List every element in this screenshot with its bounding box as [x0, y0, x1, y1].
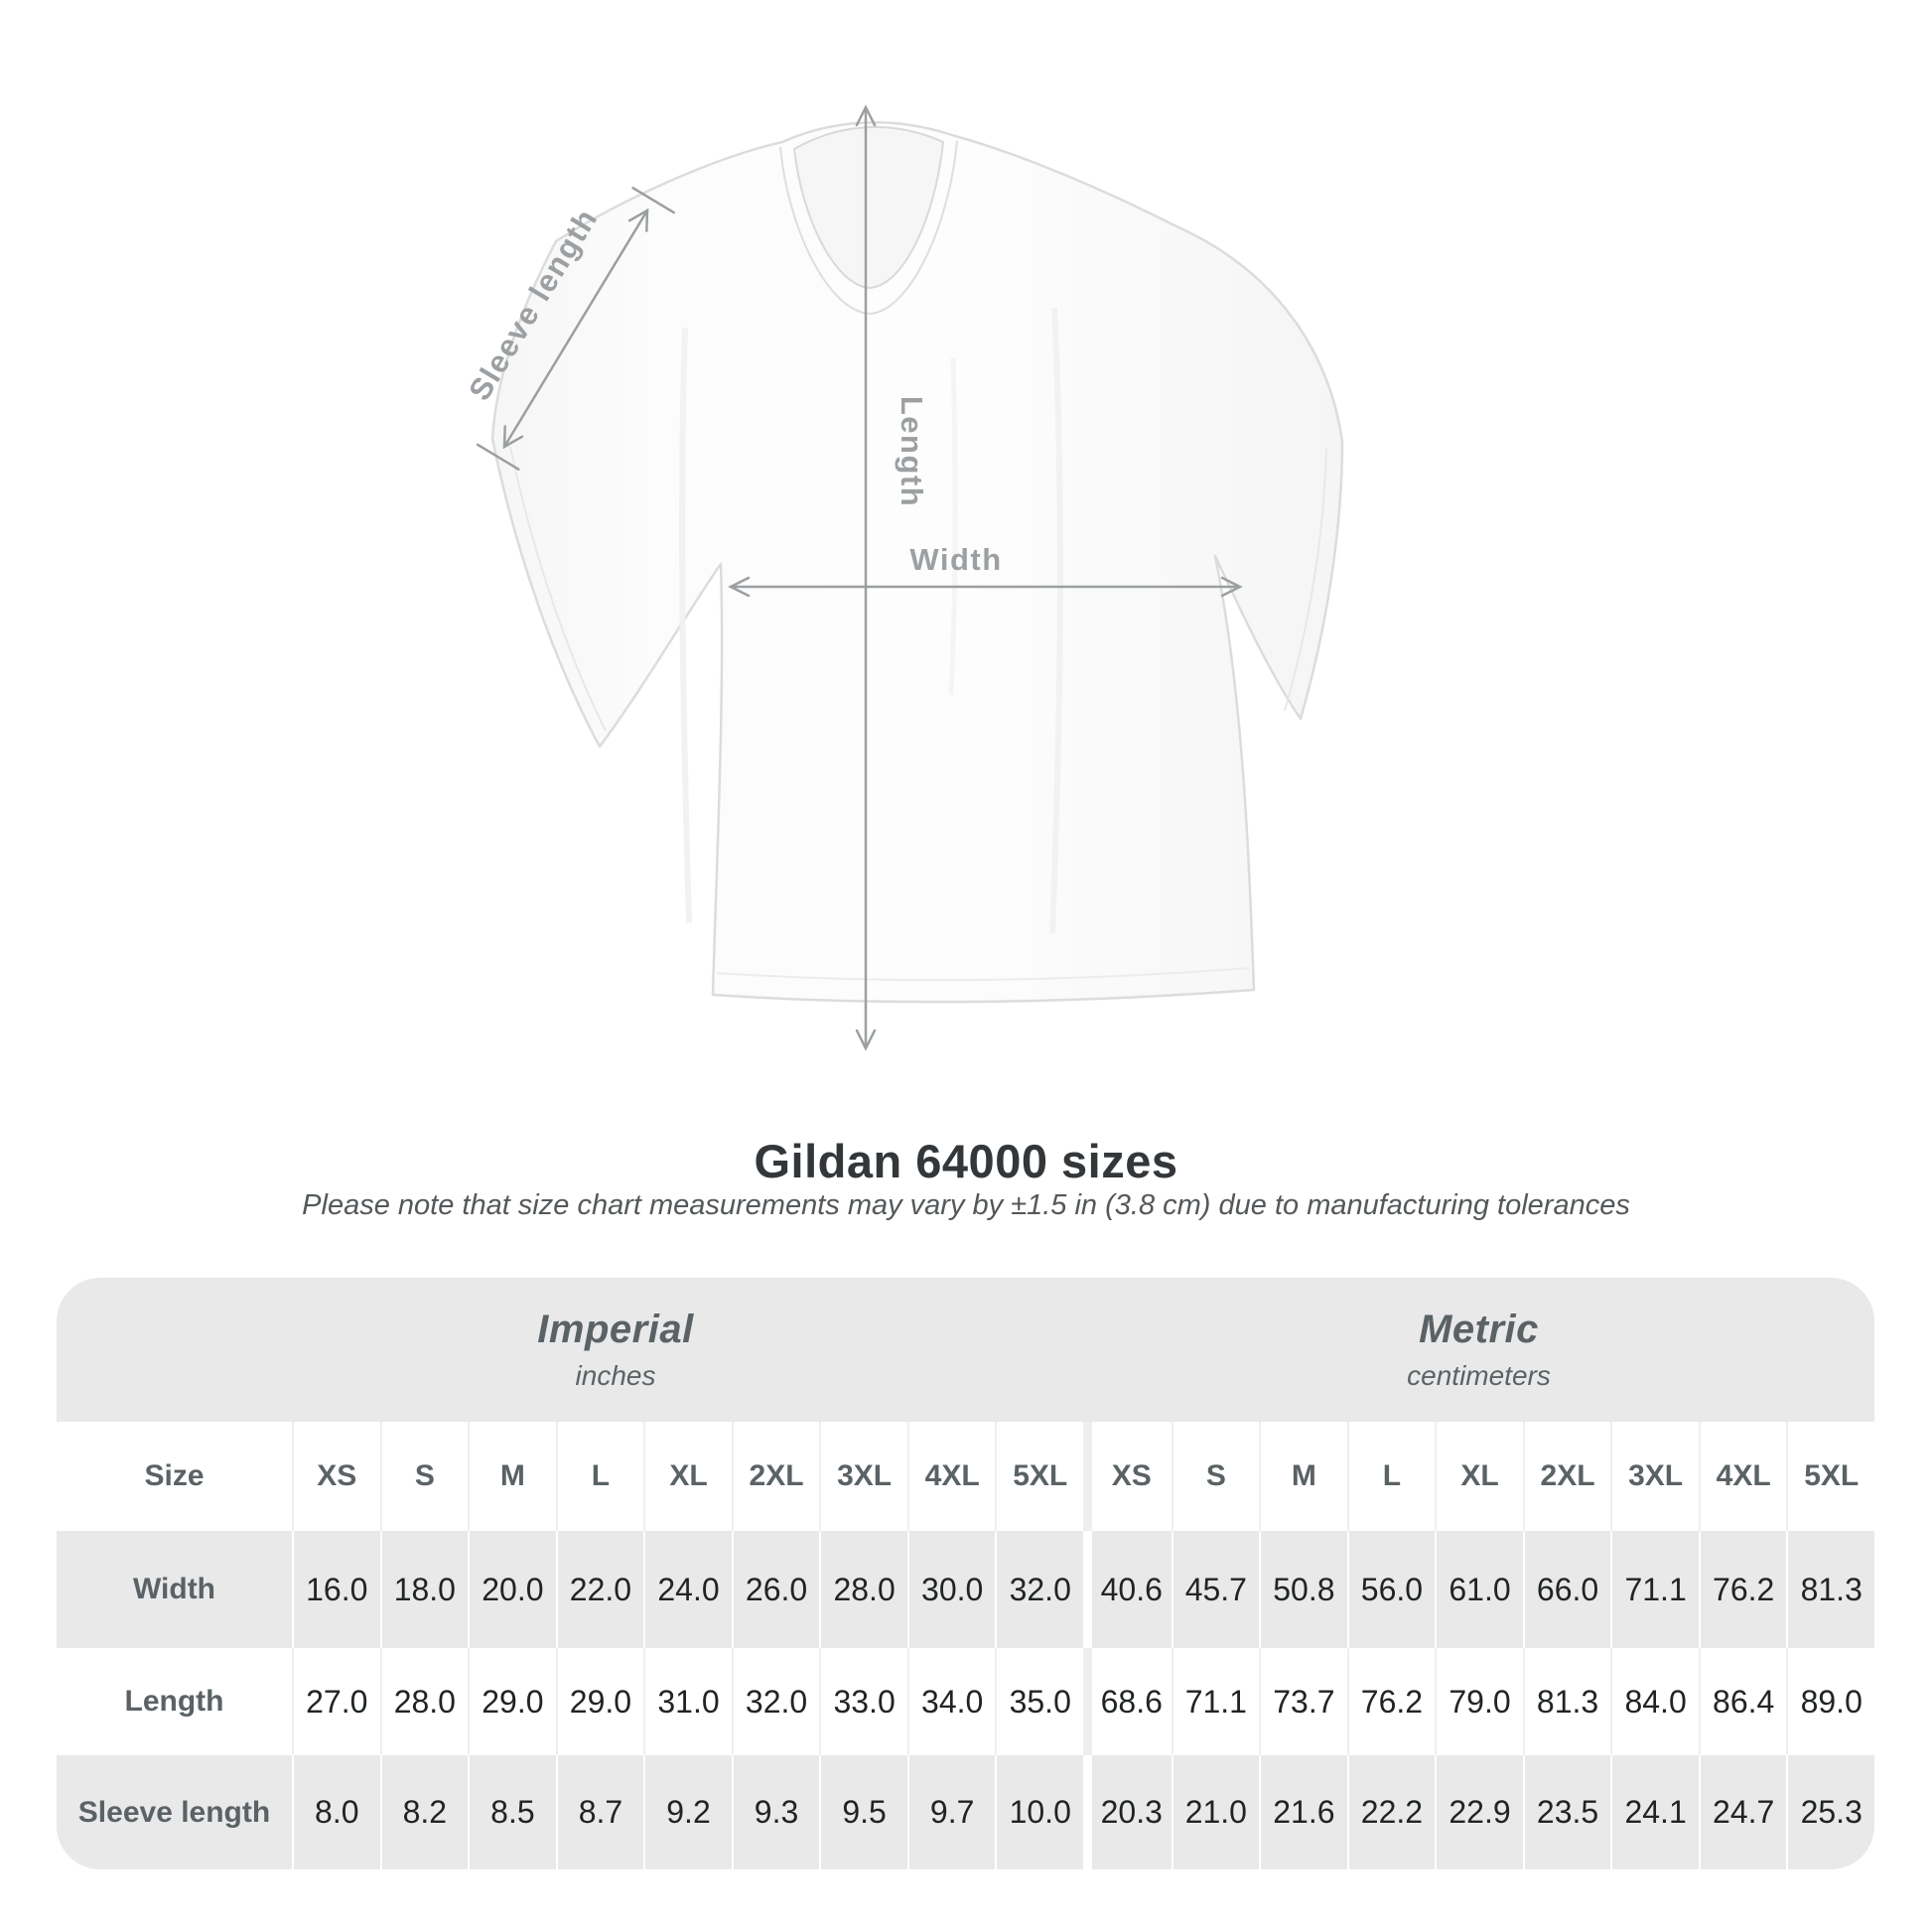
value-cell: 28.0 [380, 1648, 469, 1755]
size-col-header: 4XL [907, 1422, 996, 1531]
value-cell: 22.9 [1435, 1755, 1523, 1869]
row-label: Sleeve length [57, 1755, 292, 1869]
value-cell: 23.5 [1523, 1755, 1611, 1869]
size-col-header: M [1259, 1422, 1347, 1531]
size-col-header: 3XL [819, 1422, 907, 1531]
value-cell: 76.2 [1347, 1648, 1436, 1755]
value-cell: 9.7 [907, 1755, 996, 1869]
value-cell: 30.0 [907, 1531, 996, 1648]
value-cell: 29.0 [556, 1648, 644, 1755]
size-col-header: S [380, 1422, 469, 1531]
metric-units-label: centimeters [1407, 1360, 1551, 1391]
group-header-imperial [57, 1278, 1083, 1422]
page-title: Gildan 64000 sizes [754, 1135, 1178, 1187]
size-col-header: 5XL [995, 1422, 1083, 1531]
value-cell: 24.0 [643, 1531, 732, 1648]
value-cell: 9.2 [643, 1755, 732, 1869]
value-cell: 81.3 [1523, 1648, 1611, 1755]
value-cell: 33.0 [819, 1648, 907, 1755]
group-header-metric [1083, 1278, 1874, 1422]
value-cell: 81.3 [1786, 1531, 1874, 1648]
value-cell: 8.2 [380, 1755, 469, 1869]
value-cell: 20.0 [468, 1531, 556, 1648]
size-table [57, 1278, 1874, 1869]
size-col-header: 3XL [1610, 1422, 1699, 1531]
size-col-header: L [556, 1422, 644, 1531]
size-col-header: XL [1435, 1422, 1523, 1531]
value-cell: 10.0 [995, 1755, 1083, 1869]
size-header: Size [57, 1422, 292, 1531]
value-cell: 71.1 [1610, 1531, 1699, 1648]
value-cell: 40.6 [1083, 1531, 1172, 1648]
size-col-header: XS [1083, 1422, 1172, 1531]
value-cell: 24.1 [1610, 1755, 1699, 1869]
page-subtitle: Please note that size chart measurements may vary by ±1.5 in (3.8 cm) due to manufacturing tolerances [302, 1189, 1630, 1221]
row-label: Length [57, 1648, 292, 1755]
value-cell: 73.7 [1259, 1648, 1347, 1755]
value-cell: 18.0 [380, 1531, 469, 1648]
value-cell: 76.2 [1699, 1531, 1787, 1648]
value-cell: 84.0 [1610, 1648, 1699, 1755]
size-col-header: 2XL [1523, 1422, 1611, 1531]
value-cell: 71.1 [1172, 1648, 1260, 1755]
value-cell: 8.5 [468, 1755, 556, 1869]
value-cell: 27.0 [292, 1648, 380, 1755]
value-cell: 25.3 [1786, 1755, 1874, 1869]
value-cell: 8.7 [556, 1755, 644, 1869]
metric-label: Metric [1419, 1308, 1539, 1351]
value-cell: 26.0 [732, 1531, 820, 1648]
value-cell: 61.0 [1435, 1531, 1523, 1648]
size-col-header: 4XL [1699, 1422, 1787, 1531]
value-cell: 24.7 [1699, 1755, 1787, 1869]
value-cell: 28.0 [819, 1531, 907, 1648]
imperial-label: Imperial [537, 1308, 694, 1351]
value-cell: 56.0 [1347, 1531, 1436, 1648]
value-cell: 32.0 [995, 1531, 1083, 1648]
value-cell: 31.0 [643, 1648, 732, 1755]
width-label: Width [909, 542, 1003, 577]
imperial-units-label: inches [575, 1360, 656, 1391]
value-cell: 89.0 [1786, 1648, 1874, 1755]
row-label: Width [57, 1531, 292, 1648]
value-cell: 8.0 [292, 1755, 380, 1869]
value-cell: 20.3 [1083, 1755, 1172, 1869]
value-cell: 16.0 [292, 1531, 380, 1648]
value-cell: 21.0 [1172, 1755, 1260, 1869]
value-cell: 9.3 [732, 1755, 820, 1869]
size-col-header: XL [643, 1422, 732, 1531]
value-cell: 29.0 [468, 1648, 556, 1755]
value-cell: 21.6 [1259, 1755, 1347, 1869]
value-cell: 45.7 [1172, 1531, 1260, 1648]
size-col-header: XS [292, 1422, 380, 1531]
value-cell: 9.5 [819, 1755, 907, 1869]
value-cell: 22.2 [1347, 1755, 1436, 1869]
size-col-header: 5XL [1786, 1422, 1874, 1531]
value-cell: 22.0 [556, 1531, 644, 1648]
size-col-header: 2XL [732, 1422, 820, 1531]
size-col-header: L [1347, 1422, 1436, 1531]
value-cell: 50.8 [1259, 1531, 1347, 1648]
size-col-header: M [468, 1422, 556, 1531]
value-cell: 32.0 [732, 1648, 820, 1755]
value-cell: 34.0 [907, 1648, 996, 1755]
value-cell: 79.0 [1435, 1648, 1523, 1755]
value-cell: 68.6 [1083, 1648, 1172, 1755]
value-cell: 66.0 [1523, 1531, 1611, 1648]
value-cell: 35.0 [995, 1648, 1083, 1755]
value-cell: 86.4 [1699, 1648, 1787, 1755]
length-label: Length [895, 395, 929, 508]
sleeve-length-label: Sleeve length [462, 202, 605, 407]
size-col-header: S [1172, 1422, 1260, 1531]
